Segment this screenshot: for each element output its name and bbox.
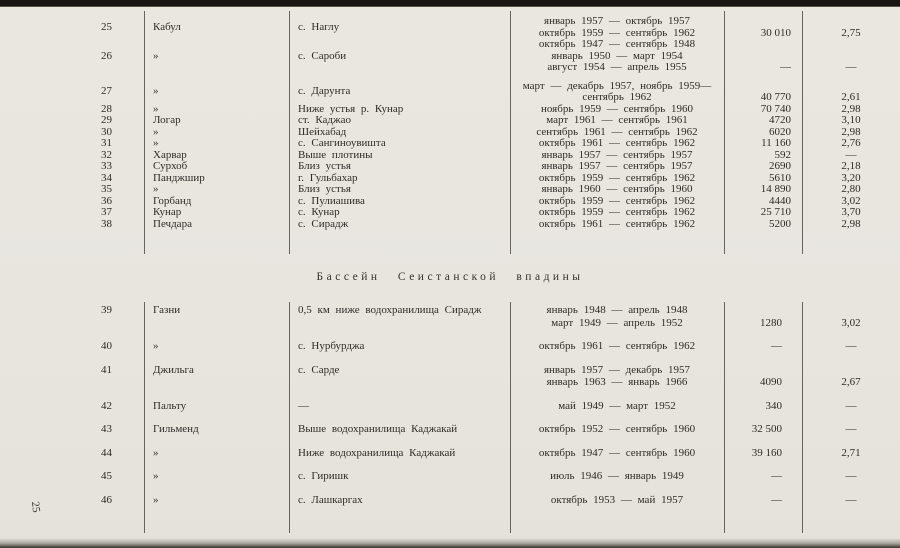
- period-line: январь 1960 — сентябрь 1960: [541, 183, 693, 195]
- station-cell: 0,5 км ниже водохранилища Сирадж: [298, 304, 482, 316]
- station-cell: ст. Каджао: [298, 114, 352, 126]
- table-row: [0, 16, 900, 39]
- station-cell: с. Наглу: [298, 20, 340, 33]
- period-line: январь 1950 — март 1954: [551, 49, 683, 62]
- table-row: [0, 219, 900, 231]
- river-name-cell: Харвар: [153, 148, 187, 161]
- station-cell: Ниже устья р. Кунар: [298, 102, 404, 115]
- river-name-cell: Газни: [153, 304, 181, 316]
- station-cell: с. Кунар: [298, 206, 340, 218]
- period-line: октябрь 1961 — сентябрь 1962: [538, 137, 696, 149]
- volume-cell: 11 160: [761, 137, 791, 149]
- river-name-cell: Сурхоб: [153, 160, 188, 172]
- river-name-cell: Джильга: [153, 363, 194, 376]
- river-name-cell: Панджшир: [153, 171, 205, 184]
- observation-period-cell: [510, 138, 724, 150]
- river-name-cell: Кунар: [153, 206, 182, 218]
- station-cell: —: [298, 399, 309, 412]
- row-number-cell: 39: [101, 304, 112, 316]
- q-value-cell: 2,98: [841, 102, 861, 115]
- row-number-cell: 38: [101, 217, 112, 230]
- q-value-cell: 2,67: [841, 376, 861, 388]
- period-line: январь 1948 — апрель 1948: [546, 304, 688, 316]
- river-name-cell: Пальту: [153, 399, 187, 412]
- volume-cell: 2690: [769, 160, 791, 172]
- row-number-cell: 40: [101, 340, 112, 352]
- row-number-cell: 32: [101, 148, 112, 161]
- q-value-cell: 2,80: [841, 183, 861, 195]
- row-number-cell: 33: [101, 160, 112, 172]
- row-number-cell: 35: [101, 183, 112, 195]
- q-value-cell: —: [845, 61, 857, 73]
- row-number-cell: 25: [101, 20, 112, 33]
- row-number-cell: 46: [101, 493, 112, 506]
- station-cell: с. Сангиноувишта: [298, 137, 386, 149]
- scan-edge-bottom: [0, 538, 900, 548]
- table-row: [0, 400, 900, 413]
- volume-cell: 4440: [769, 194, 791, 207]
- station-cell: с. Лашкаргах: [298, 493, 363, 506]
- q-value-cell: —: [845, 493, 857, 506]
- observation-period-cell: [510, 423, 724, 436]
- volume-cell: 6020: [769, 125, 791, 138]
- river-name-cell: »: [153, 183, 159, 195]
- period-line: январь 1957 — сентябрь 1957: [541, 148, 693, 161]
- row-number-cell: 37: [101, 206, 112, 218]
- table-row: [0, 138, 900, 150]
- river-name-cell: »: [153, 446, 159, 459]
- volume-cell: 32 500: [751, 423, 782, 435]
- river-name-cell: Гильменд: [153, 423, 199, 435]
- page-number: 25: [28, 500, 43, 514]
- volume-cell: 39 160: [751, 446, 782, 459]
- river-name-cell: »: [153, 49, 159, 62]
- period-line: сентябрь 1961 — сентябрь 1962: [536, 125, 698, 138]
- volume-cell: 4720: [769, 114, 791, 126]
- volume-cell: 340: [765, 399, 782, 412]
- row-number-cell: 30: [101, 125, 112, 138]
- river-name-cell: »: [153, 125, 159, 138]
- observation-period-cell: [510, 304, 724, 329]
- q-value-cell: 2,61: [841, 91, 861, 103]
- q-value-cell: 2,76: [841, 137, 861, 149]
- station-cell: с. Дарунта: [298, 85, 351, 98]
- observation-period-cell: [510, 400, 724, 413]
- station-cell: Ниже водохранилища Каджакай: [298, 446, 456, 459]
- q-value-cell: 3,02: [841, 194, 861, 207]
- period-line: январь 1957 — декабрь 1957: [543, 363, 691, 376]
- river-name-cell: »: [153, 137, 159, 149]
- station-cell: г. Гульбахар: [298, 171, 358, 184]
- period-line: октябрь 1953 — май 1957: [550, 493, 684, 506]
- q-value-cell: 2,18: [841, 160, 861, 172]
- station-cell: с. Сароби: [298, 49, 347, 62]
- volume-cell: —: [780, 61, 791, 73]
- table-row: [0, 150, 900, 162]
- river-name-cell: Логар: [153, 114, 181, 126]
- river-name-cell: »: [153, 493, 159, 506]
- period-line: январь 1963 — январь 1966: [546, 376, 688, 388]
- period-line: март 1949 — апрель 1952: [551, 316, 683, 329]
- station-cell: с. Гиришк: [298, 470, 349, 482]
- observation-period-cell: [510, 219, 724, 231]
- period-line: октябрь 1947 — сентябрь 1960: [538, 446, 696, 459]
- table-row: [0, 81, 900, 104]
- q-value-cell: —: [845, 148, 857, 161]
- period-line: октябрь 1959 — сентябрь 1962: [538, 26, 696, 39]
- volume-cell: 5610: [769, 171, 791, 184]
- river-name-cell: »: [153, 85, 159, 98]
- q-value-cell: —: [845, 399, 857, 412]
- period-line: март — декабрь 1957, ноябрь 1959—: [522, 79, 712, 92]
- station-cell: с. Нурбурджа: [298, 340, 365, 352]
- period-line: сентябрь 1962: [582, 91, 652, 103]
- table-row: [0, 207, 900, 219]
- row-number-cell: 43: [101, 423, 112, 435]
- row-number-cell: 26: [101, 49, 112, 62]
- row-number-cell: 41: [101, 363, 112, 376]
- volume-cell: 4090: [760, 376, 782, 388]
- station-cell: Близ устья: [298, 183, 351, 195]
- volume-cell: 30 010: [760, 26, 791, 39]
- observation-period-cell: [510, 161, 724, 173]
- table-row: [0, 364, 900, 389]
- volume-cell: —: [771, 470, 782, 482]
- table-row: [0, 304, 900, 329]
- observation-period-cell: [510, 207, 724, 219]
- table-row: [0, 115, 900, 127]
- table-row: [0, 340, 900, 353]
- table-row: [0, 494, 900, 507]
- period-line: октябрь 1947 — сентябрь 1948: [538, 38, 696, 50]
- period-line: июль 1946 — январь 1949: [550, 470, 684, 482]
- observation-period-cell: [510, 364, 724, 389]
- period-line: январь 1957 — октябрь 1957: [544, 15, 690, 27]
- observation-period-cell: [510, 16, 724, 39]
- row-number-cell: 36: [101, 194, 112, 207]
- observation-period-cell: [510, 447, 724, 460]
- period-line: октябрь 1959 — сентябрь 1962: [538, 194, 696, 207]
- river-name-cell: Кабул: [153, 20, 181, 33]
- table-row: [0, 161, 900, 173]
- row-number-cell: 27: [101, 85, 112, 98]
- table-row: [0, 423, 900, 436]
- station-cell: с. Пулиашива: [298, 194, 365, 207]
- river-name-cell: »: [153, 102, 159, 115]
- row-number-cell: 29: [101, 114, 112, 126]
- volume-cell: 1280: [760, 316, 782, 329]
- volume-cell: 5200: [769, 217, 791, 230]
- table-section-upper: [0, 16, 900, 230]
- row-number-cell: 42: [101, 399, 112, 412]
- period-line: март 1961 — сентябрь 1961: [546, 114, 688, 126]
- period-line: октябрь 1952 — сентябрь 1960: [538, 423, 696, 435]
- station-cell: Близ устья: [298, 160, 351, 172]
- row-number-cell: 44: [101, 446, 112, 459]
- volume-cell: 40 770: [760, 91, 791, 103]
- table-row: [0, 470, 900, 483]
- volume-cell: —: [771, 340, 782, 352]
- scan-edge-top: [0, 0, 900, 7]
- q-value-cell: 2,98: [841, 217, 861, 230]
- station-cell: Выше водохранилища Каджакай: [298, 423, 458, 435]
- observation-period-cell: [510, 184, 724, 196]
- river-name-cell: Печдара: [153, 217, 192, 230]
- station-cell: Шейхабад: [298, 125, 347, 138]
- period-line: октябрь 1959 — сентябрь 1962: [538, 206, 696, 218]
- period-line: август 1954 — апрель 1955: [547, 61, 687, 73]
- observation-period-cell: [510, 494, 724, 507]
- period-line: октябрь 1961 — сентябрь 1962: [538, 340, 696, 352]
- period-line: октябрь 1961 — сентябрь 1962: [538, 217, 696, 230]
- river-name-cell: Горбанд: [153, 194, 192, 207]
- period-line: октябрь 1959 — сентябрь 1962: [538, 171, 696, 184]
- station-cell: Выше плотины: [298, 148, 373, 161]
- table-row: [0, 447, 900, 460]
- q-value-cell: 3,20: [841, 171, 861, 184]
- volume-cell: 14 890: [760, 183, 791, 195]
- period-line: январь 1957 — сентябрь 1957: [541, 160, 693, 172]
- q-value-cell: 3,10: [841, 114, 861, 126]
- observation-period-cell: [510, 340, 724, 353]
- q-value-cell: 3,70: [841, 206, 861, 218]
- q-value-cell: 2,98: [841, 125, 861, 138]
- period-line: май 1949 — март 1952: [558, 399, 676, 412]
- period-line: ноябрь 1959 — сентябрь 1960: [541, 102, 693, 115]
- row-number-cell: 31: [101, 137, 112, 149]
- river-name-cell: »: [153, 470, 159, 482]
- table-row: [0, 39, 900, 74]
- table-section-seistan-basin: [0, 304, 900, 517]
- observation-period-cell: [510, 115, 724, 127]
- river-name-cell: »: [153, 340, 159, 352]
- station-cell: с. Сарде: [298, 363, 340, 376]
- row-number-cell: 28: [101, 102, 112, 115]
- volume-cell: 70 740: [760, 102, 791, 115]
- volume-cell: —: [771, 493, 782, 506]
- observation-period-cell: [510, 470, 724, 483]
- volume-cell: 25 710: [760, 206, 791, 218]
- q-value-cell: —: [845, 423, 857, 435]
- station-cell: с. Сирадж: [298, 217, 349, 230]
- table-row: [0, 184, 900, 196]
- observation-period-cell: [510, 39, 724, 74]
- observation-period-cell: [510, 81, 724, 104]
- q-value-cell: —: [845, 470, 857, 482]
- q-value-cell: 2,75: [841, 26, 861, 39]
- q-value-cell: 3,02: [841, 316, 861, 329]
- basin-section-heading: Бассейн Сеистанской впадины: [316, 271, 584, 283]
- row-number-cell: 45: [101, 470, 112, 482]
- volume-cell: 592: [774, 148, 791, 161]
- table-row: [0, 104, 900, 116]
- q-value-cell: —: [845, 340, 857, 352]
- row-number-cell: 34: [101, 171, 112, 184]
- q-value-cell: 2,71: [841, 446, 861, 459]
